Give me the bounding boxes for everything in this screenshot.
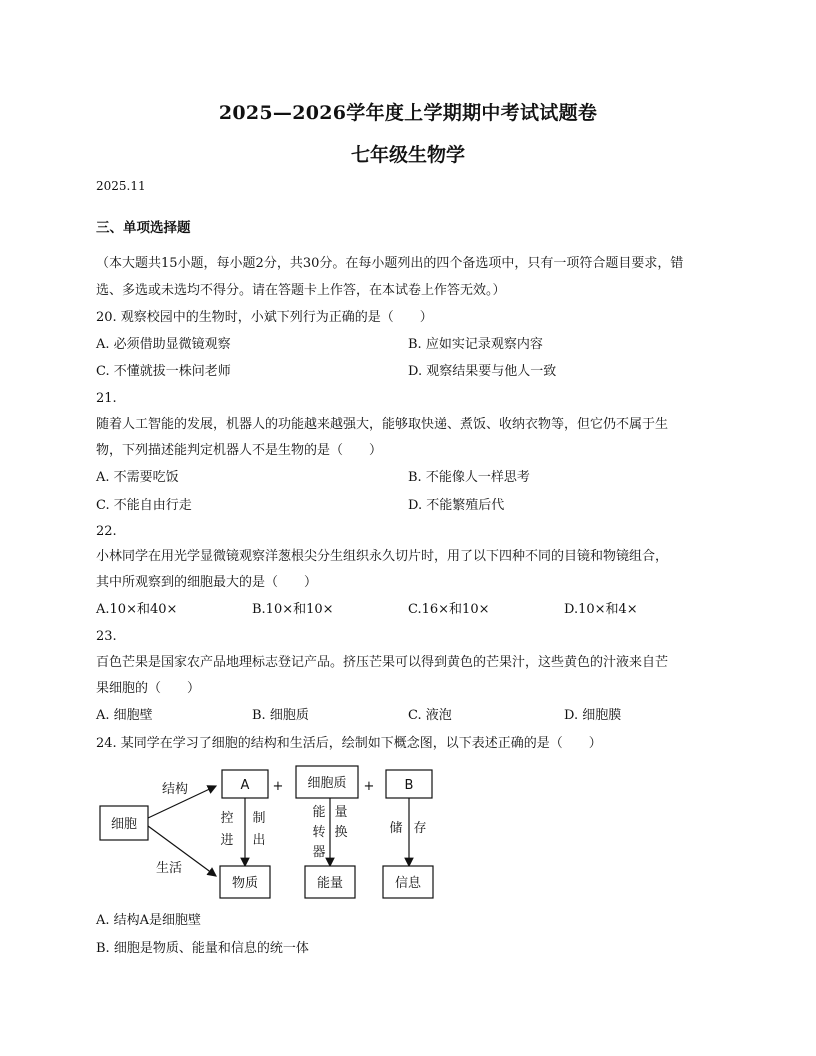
control-char-2: 进 [220,833,234,848]
question-23-number: 23. [96,629,117,644]
question-22-option-d: D.10×和4× [564,602,638,617]
section-heading: 三、单项选择题 [96,220,191,236]
question-20-option-a: A. 必须借助显微镜观察 [96,337,231,352]
plus-2: + [363,779,375,794]
question-20-option-d: D. 观察结果要与他人一致 [408,364,557,379]
store-char-2: 存 [413,821,427,836]
exam-subtitle: 七年级生物学 [350,144,465,166]
matter-label: 物质 [231,876,259,891]
question-23-option-d: D. 细胞膜 [564,708,622,723]
question-22-option-c: C.16×和10× [408,602,490,617]
life-label: 生活 [156,861,183,876]
question-21-number: 21. [96,391,117,406]
info-label: 信息 [394,876,422,891]
question-21-option-d: D. 不能繁殖后代 [408,498,505,513]
question-24-option-b: B. 细胞是物质、能量和信息的统一体 [96,941,309,956]
cell-concept-diagram [96,764,446,904]
question-22-number: 22. [96,524,117,539]
question-21-stem-line-1: 随着人工智能的发展，机器人的功能越来越强大，能够取快递、煮饭、收纳衣物等，但它仍不属于生 [96,417,669,432]
energy-char-4: 换 [334,825,348,840]
question-21-option-a: A. 不需要吃饭 [96,470,179,485]
box-a-label: A [240,778,250,793]
question-21-option-b: B. 不能像人一样思考 [408,470,530,485]
question-22-stem-line-2: 其中所观察到的细胞最大的是（ ） [96,575,318,590]
question-23-stem-line-2: 果细胞的（ ） [96,681,201,696]
cytoplasm-label: 细胞质 [307,776,347,791]
energy-label: 能量 [316,876,344,891]
box-b-label: B [404,778,414,793]
store-char-1: 储 [389,821,403,836]
control-char-1: 控 [220,811,234,826]
question-24-option-a: A. 结构A是细胞壁 [96,913,202,928]
question-20-option-b: B. 应如实记录观察内容 [408,337,543,352]
plus-1: + [272,779,284,794]
structure-label: 结构 [162,782,189,797]
energy-char-1: 能 [312,805,326,820]
question-22-stem-line-1: 小林同学在用光学显微镜观察洋葱根尖分生组织永久切片时，用了以下四种不同的目镜和物镜组合， [96,549,669,564]
instructions-line-1: （本大题共15小题，每小题2分，共30分。在每小题列出的四个备选项中，只有一项符合题目要求，错 [96,256,684,271]
question-23-option-a: A. 细胞壁 [96,708,153,723]
exam-date: 2025.11 [96,179,146,193]
question-23-stem-line-1: 百色芒果是国家农产品地理标志登记产品。挤压芒果可以得到黄色的芒果汁，这些黄色的汁液来自芒 [96,655,669,670]
instructions-line-2: 选、多选或未选均不得分。请在答题卡上作答，在本试卷上作答无效。） [96,283,506,298]
question-21-option-c: C. 不能自由行走 [96,498,192,513]
control-char-3: 制 [252,811,266,826]
question-20-option-c: C. 不懂就拔一株问老师 [96,364,231,379]
exam-title: 2025—2026学年度上学期期中考试试题卷 [218,102,598,124]
question-22-option-b: B.10×和10× [252,602,334,617]
energy-char-2: 量 [334,805,348,820]
question-21-stem-line-2: 物，下列描述能判定机器人不是生物的是（ ） [96,443,383,458]
energy-char-5: 器 [312,845,326,860]
question-22-option-a: A.10×和40× [96,602,178,617]
question-20-stem: 20. 观察校园中的生物时，小斌下列行为正确的是（ ） [96,310,433,325]
question-23-option-c: C. 液泡 [408,708,452,723]
cell-label: 细胞 [110,817,138,832]
question-24-stem: 24. 某同学在学习了细胞的结构和生活后，绘制如下概念图，以下表述正确的是（ ） [96,736,602,751]
control-char-4: 出 [252,833,266,848]
question-23-option-b: B. 细胞质 [252,708,309,723]
energy-char-3: 转 [312,825,326,840]
